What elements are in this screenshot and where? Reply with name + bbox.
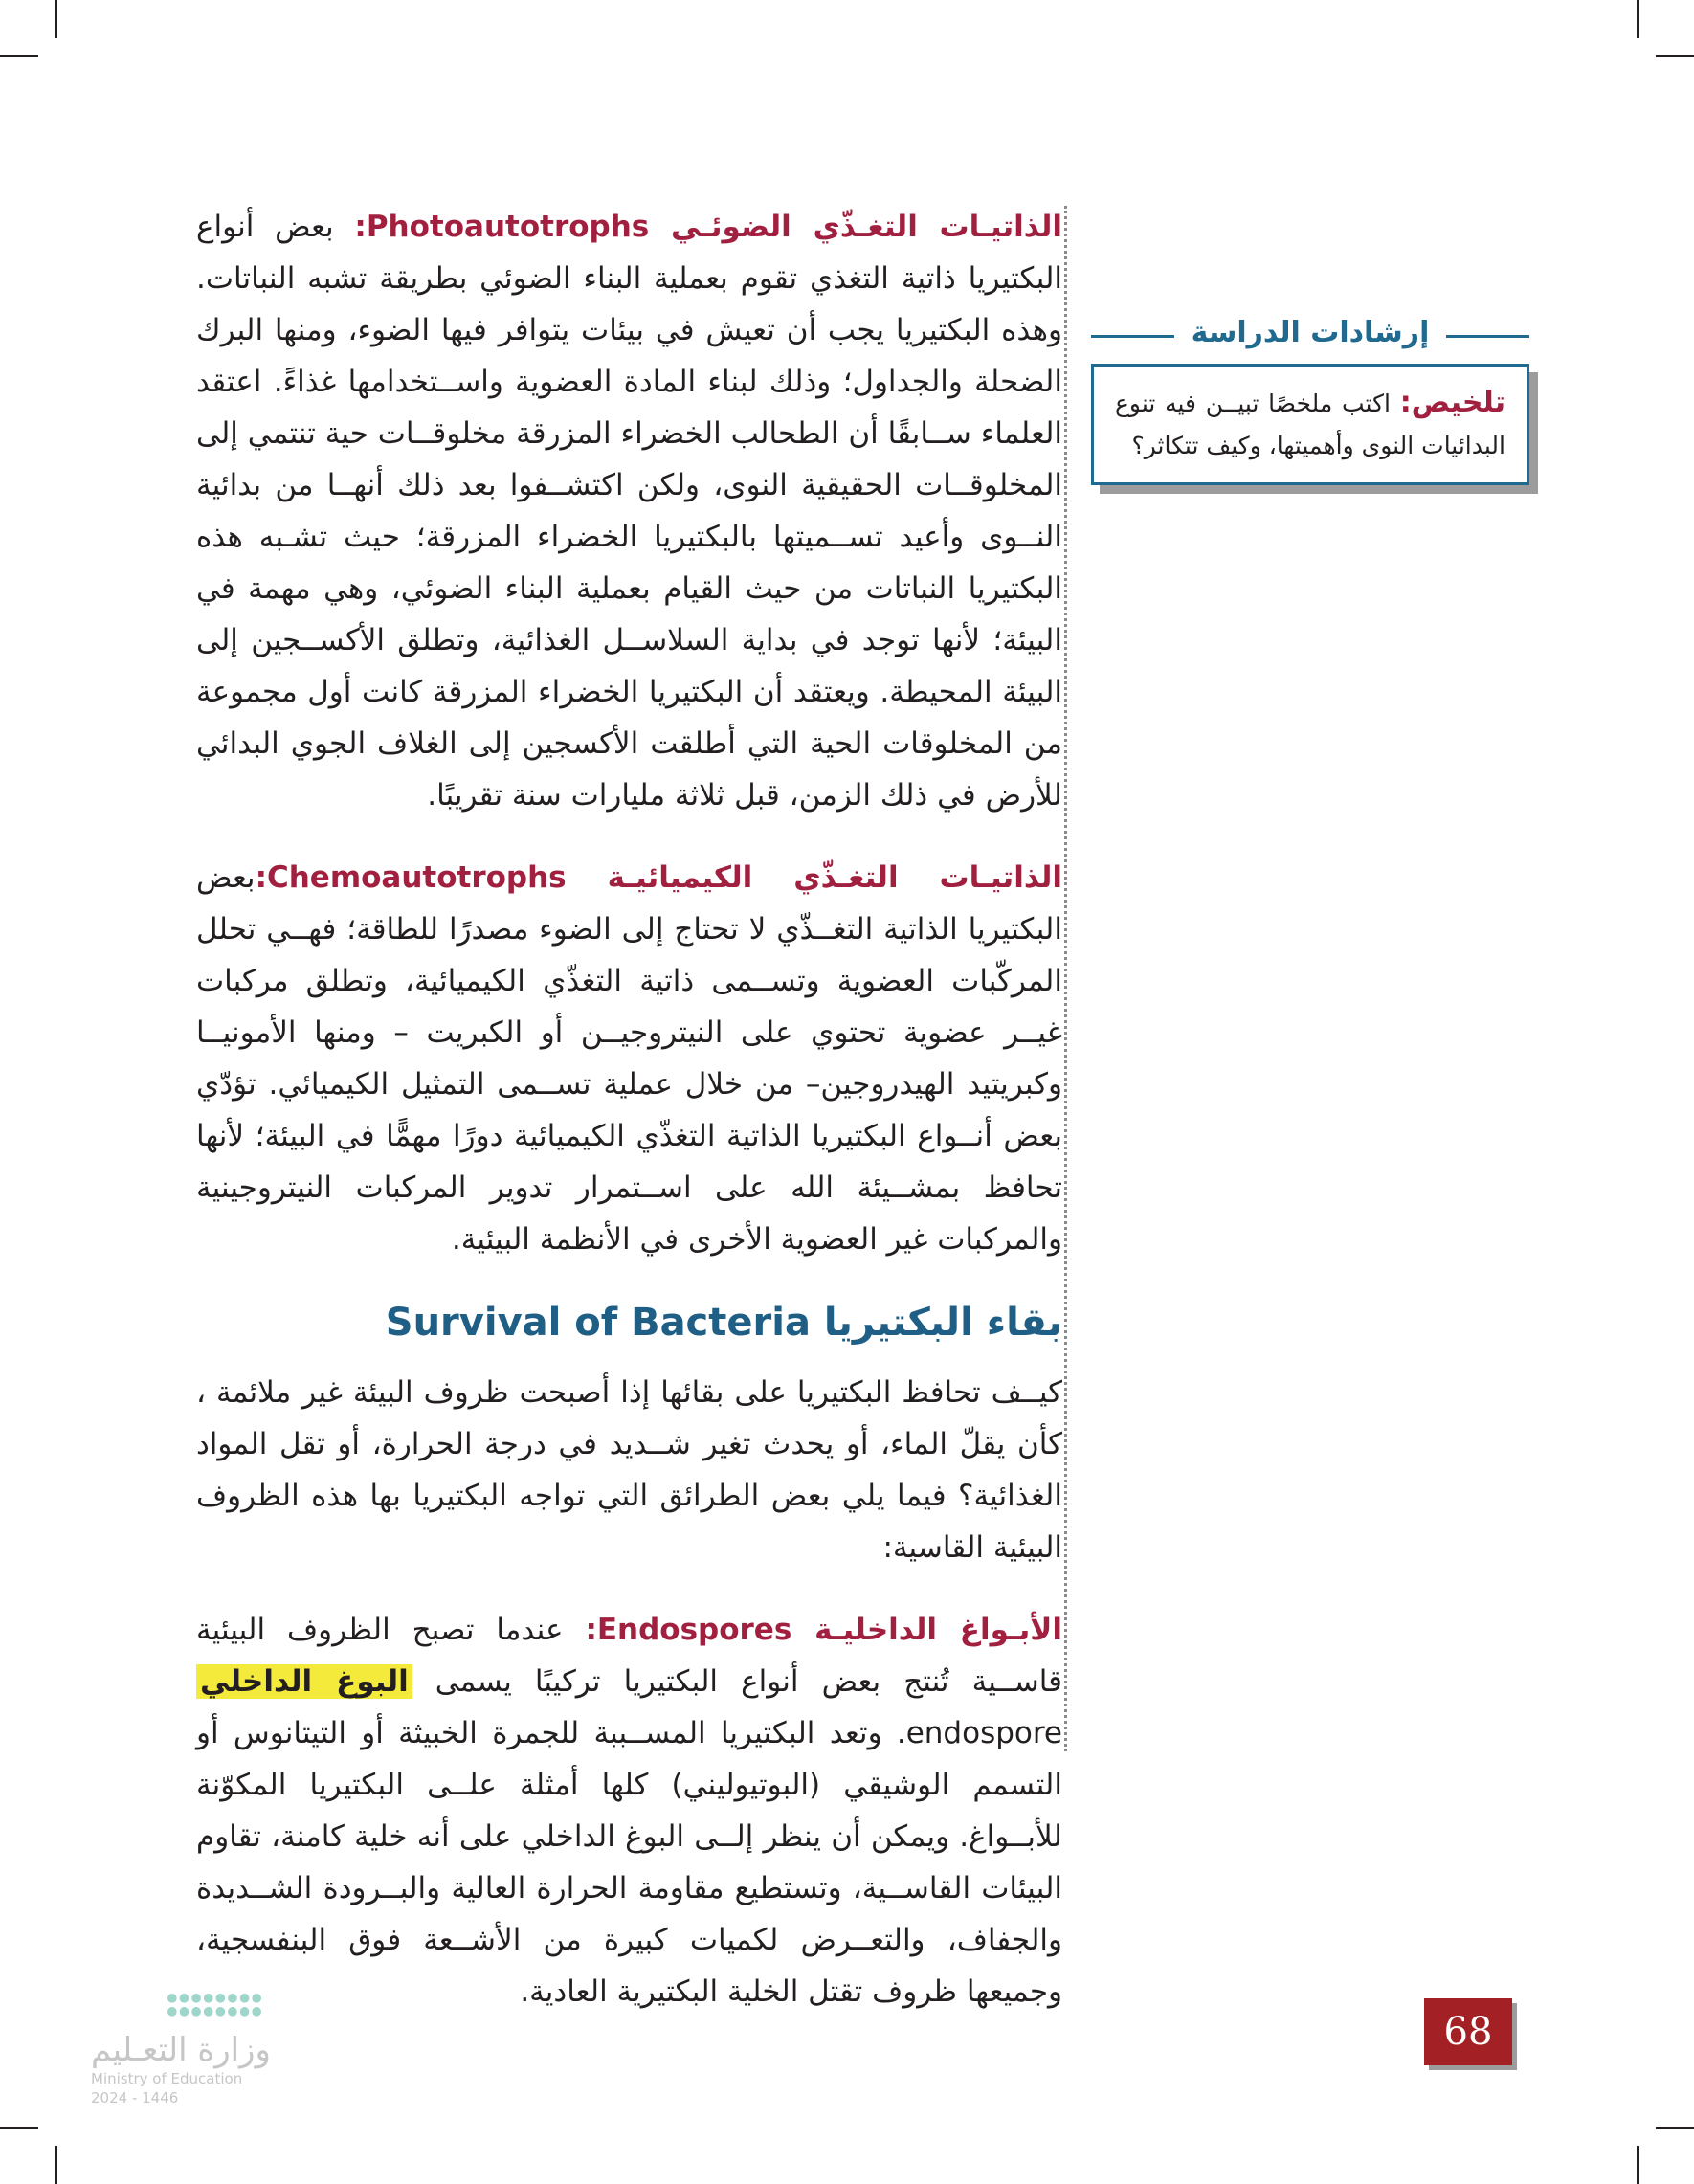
crop-mark [55,0,57,38]
logo-year-text: 2024 - 1446 [91,2089,179,2106]
endospore-highlight: البوغ الداخلي [196,1664,412,1699]
section-heading-arabic: بقاء البكتيريا [823,1301,1062,1345]
crop-mark [1637,0,1639,38]
photoautotrophs-term: الذاتيـات التغـذّي الضوئـي Photoautotrophs: [354,210,1062,244]
study-guide-title-text: إرشادات الدراسة [1174,316,1447,349]
study-guide-box [1091,364,1529,485]
crop-mark [0,2127,38,2129]
chemoautotrophs-text: بعض البكتيريا الذاتية التغــذّي لا تحتاج إلى الضوء مصدرًا للطاقة؛ فهــي تحلل المركّبات العضوية وتســمى ذاتية التغذّي الكيميائية، وتطلق مركبات غيــر عضوية تحتوي على النيتروجيــن أو الكبريت – ومنها الأمونيــا وكبريتيد الهيدروجين– من خلال عملية تســمى التمثيل الكيميائي. تؤدّي بعض أنــواع البكتيريا الذاتية التغذّي الكيميائية دورًا مهمًّا في البيئة؛ لأنها تحافظ بمشــيئة الله على اســتمرار تدوير المركبات النيتروجينية والمركبات غير العضوية الأخرى في الأنظمة البيئية. [196,860,1062,1257]
crop-mark [55,2146,57,2184]
endospores-text-part2: endospore. وتعد البكتيريا المســببة للجمرة الخبيثة أو التيتانوس أو التسمم الوشيقي (البوتيوليني) كلها أمثلة علــى البكتيريا المكوّنة للأبــواغ. ويمكن أن ينظر إلــى البوغ الداخلي على أنه خلية كامنة، تقاوم البيئات القاســية، وتستطيع مقاومة الحرارة العالية والبــرودة الشــديدة والجفاف، والتعــرض لكميات كبيرة من الأشــعة فوق البنفسجية، وجميعها ظروف تقتل الخلية البكتيرية العادية. [196,1716,1062,2009]
photoautotrophs-paragraph [196,201,1062,821]
endospores-text-part1: عندما تصبح الظروف البيئية قاســية تُنتج بعض أنواع البكتيريا تركيبًا يسمى [196,1613,1062,1699]
study-guide-sidebar [1091,316,1529,485]
logo-dots-icon: ●●●●●●●● ●●●●●●●● [167,1988,265,2019]
photoautotrophs-text: بعض أنواع البكتيريا ذاتية التغذي تقوم بعملية البناء الضوئي بطريقة تشبه النباتات. وهذه البكتيريا يجب أن تعيش في بيئات يتوافر فيها الضوء، ومنها البرك الضحلة والجداول؛ وذلك لبناء المادة العضوية واســتخدامها غذاءً. اعتقد العلماء ســابقًا أن الطحالب الخضراء المزرقة مخلوقــات حية تنتمي إلى المخلوقــات الحقيقية النوى، ولكن اكتشــفوا بعد ذلك أنهــا من بدائية النــوى وأعيد تســميتها بالبكتيريا الخضراء المزرقة؛ حيث تشـبه هذه البكتيريا النباتات من حيث القيام بعملية البناء الضوئي، وهي مهمة في البيئة؛ لأنها توجد في بداية السلاســل الغذائية، وتطلق الأكســجين إلى البيئة المحيطة. ويعتقد أن البكتيريا الخضراء المزرقة كانت أول مجموعة من المخلوقات الحية التي أطلقت الأكسجين إلى الغلاف الجوي البدائي للأرض في ذلك الزمن، قبل ثلاثة مليارات سنة تقريبًا. [196,210,1062,813]
crop-mark [1637,2146,1639,2184]
survival-intro-paragraph: كيــف تحافظ البكتيريا على بقائها إذا أصبحت ظروف البيئة غير ملائمة ، كأن يقلّ الماء، أو يحدث تغير شــديد في درجة الحرارة، أو تقل المواد الغذائية؟ فيما يلي بعض الطرائق التي تواجه البكتيريا بها هذه الظروف البيئية القاسية: [196,1375,1062,1565]
crop-mark [0,55,38,57]
chemoautotrophs-paragraph [196,852,1062,1265]
chemoautotrophs-term: الذاتيـات التغـذّي الكيميائيـة Chemoautotrophs: [255,860,1062,895]
section-heading [196,1296,1062,1349]
crop-mark [1656,55,1694,57]
page-number: 68 [1424,1998,1512,2065]
study-guide-title [1091,316,1529,354]
logo-arabic-text: وزارة التعـليم [91,2031,271,2069]
logo-english-text: Ministry of Education [91,2070,243,2087]
column-divider [1064,206,1067,1751]
main-column [196,201,1062,2048]
summary-text: اكتب ملخصًا تبيــن فيه تنوع البدائيات النوى وأهميتها، وكيف تتكاثر؟ [1115,390,1505,459]
section-heading-english: Survival of Bacteria [385,1301,811,1345]
ministry-logo [91,1988,311,2107]
endospores-paragraph [196,1604,1062,2017]
summary-label: تلخيص: [1399,386,1505,419]
crop-mark [1656,2127,1694,2129]
endospores-term: الأبـواغ الداخليـة Endospores: [585,1613,1062,1647]
